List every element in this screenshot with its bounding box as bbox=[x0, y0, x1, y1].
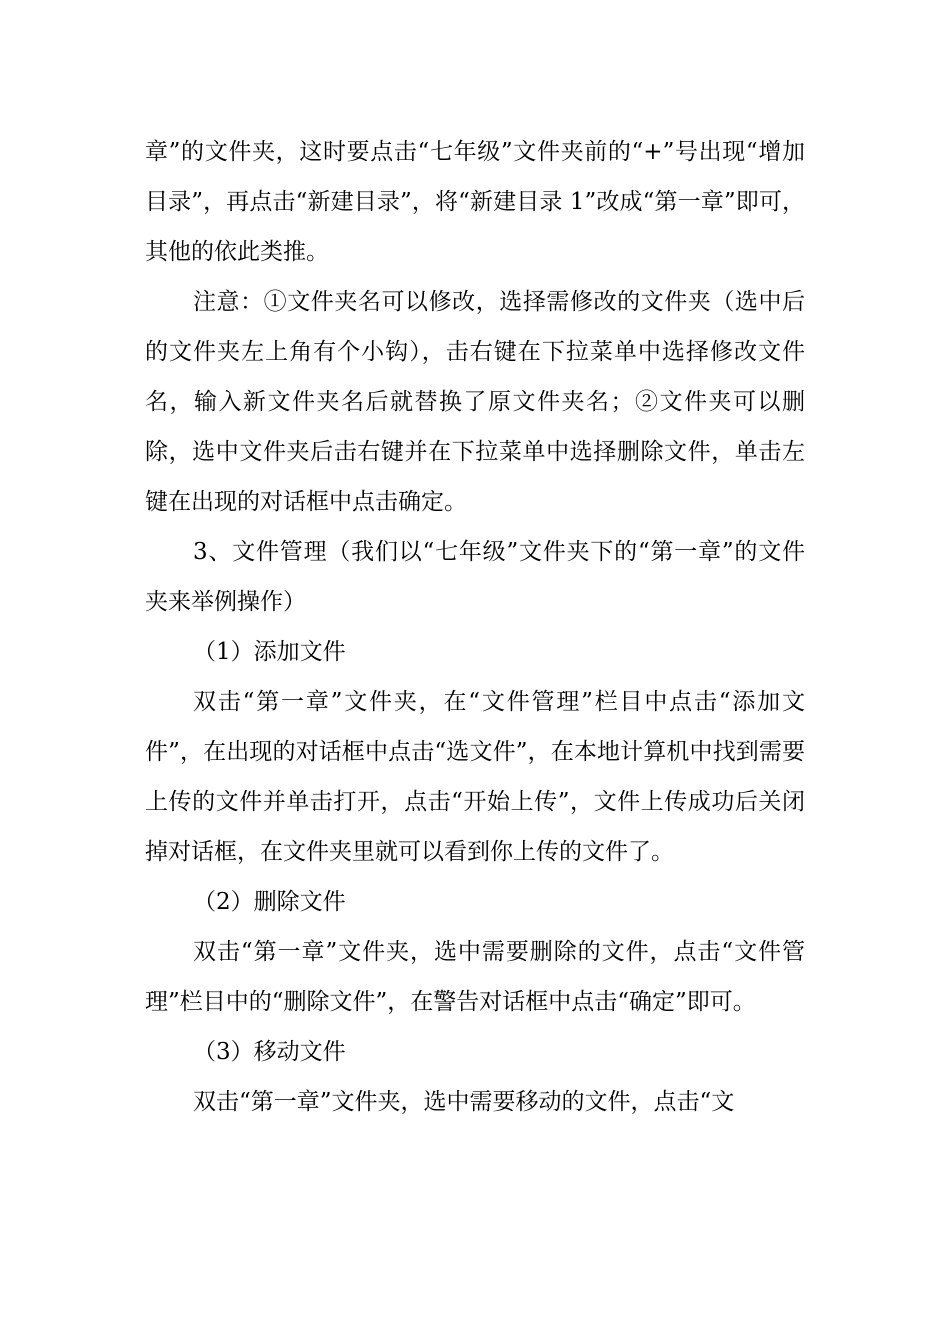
subheading-move-file: （3）移动文件 bbox=[193, 1039, 346, 1065]
paragraph-add-file: 双击“第一章”文件夹，在“文件管理”栏目中点击“添加文件”，在出现的对话框中点击“选文件”，在本地计算机中找到需要上传的文件并单击打开，点击“开始上传”，文件上传成功后关闭掉对话框，在文件夹里就可以看到你上传的文件了。 bbox=[145, 689, 805, 865]
paragraph-note: 注意：①文件夹名可以修改，选择需修改的文件夹（选中后的文件夹左上角有个小钩），击右键在下拉菜单中选择修改文件名，输入新文件夹名后就替换了原文件夹名；②文件夹可以删除，选中文件夹后击右键并在下拉菜单中选择删除文件，单击左键在出现的对话框中点击确定。 bbox=[145, 289, 805, 515]
paragraph-move-file: 双击“第一章”文件夹，选中需要移动的文件，点击“文 bbox=[193, 1089, 735, 1115]
paragraph-delete-file: 双击“第一章”文件夹，选中需要删除的文件，点击“文件管理”栏目中的“删除文件”，在警告对话框中点击“确定”即可。 bbox=[145, 939, 805, 1015]
subheading-add-file: （1）添加文件 bbox=[193, 639, 346, 665]
section-heading-file-management: 3、文件管理（我们以“七年级”文件夹下的“第一章”的文件夹来举例操作） bbox=[145, 539, 805, 615]
subheading-delete-file: （2）删除文件 bbox=[193, 889, 346, 915]
document-body bbox=[145, 127, 805, 1127]
paragraph-continued: 章”的文件夹，这时要点击“七年级”文件夹前的“+”号出现“增加目录”，再点击“新建目录”，将“新建目录 1”改成“第一章”即可，其他的依此类推。 bbox=[145, 139, 805, 265]
